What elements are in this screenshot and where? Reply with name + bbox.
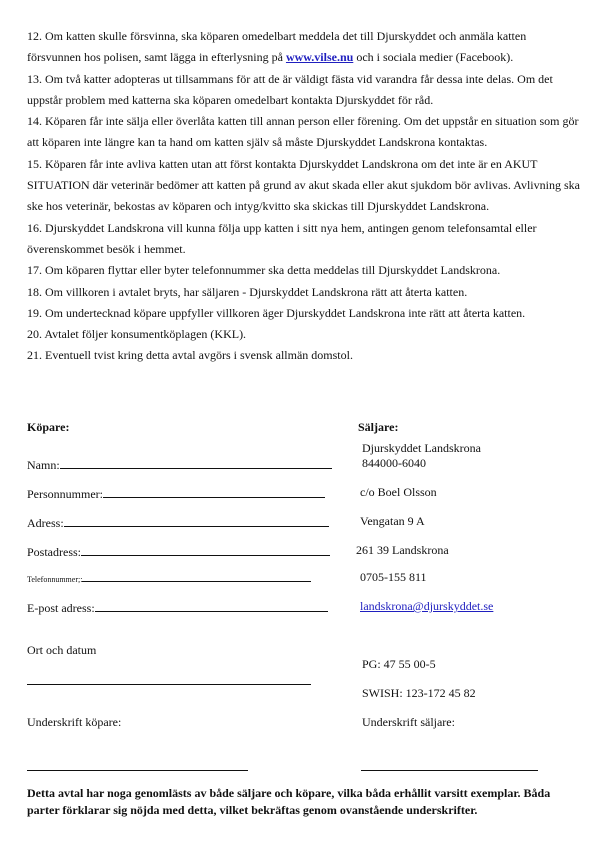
seller-email-link[interactable]: landskrona@djurskyddet.se bbox=[360, 599, 494, 613]
clause-16: 16. Djurskyddet Landskrona vill kunna följa upp katten i sitt nya hem, antingen genom telefonsamtal eller överenskommet besök i hemmet. bbox=[27, 220, 537, 256]
terms-list bbox=[27, 26, 582, 367]
buyer-address-row bbox=[27, 514, 329, 531]
clause-17: 17. Om köparen flyttar eller byter telefonnummer ska detta meddelas till Djurskyddet Landskrona. bbox=[27, 263, 501, 278]
postaddress-label: Postadress: bbox=[27, 545, 81, 559]
personnummer-field[interactable] bbox=[103, 485, 325, 498]
clause-12-text-end: och i sociala medier (Facebook). bbox=[353, 50, 514, 65]
clause-12 bbox=[27, 26, 582, 69]
buyer-phone-row bbox=[27, 573, 311, 584]
seller-org-number: 844000-6040 bbox=[362, 456, 426, 470]
email-field[interactable] bbox=[95, 599, 328, 612]
seller-street: Vengatan 9 A bbox=[360, 514, 425, 528]
buyer-email-row bbox=[27, 599, 328, 616]
seller-contact: c/o Boel Olsson bbox=[360, 485, 437, 499]
buyer-name-row bbox=[27, 456, 332, 473]
clause-18: 18. Om villkoren i avtalet bryts, har säljaren - Djurskyddet Landskrona rätt att återta katten. bbox=[27, 284, 468, 299]
seller-signature-label: Underskrift säljare: bbox=[362, 715, 455, 729]
vilse-link[interactable]: www.vilse.nu bbox=[285, 50, 354, 65]
clause-13: 13. Om två katter adopteras ut tillsammans för att de är väldigt fästa vid varandra får dessa inte delas. Om det uppstår problem med katterna ska köparen omedelbart kontakta Djurskyddet för råd. bbox=[27, 71, 553, 107]
address-field[interactable] bbox=[64, 514, 329, 527]
buyer-postaddress-row bbox=[27, 543, 330, 560]
phone-field[interactable] bbox=[82, 573, 311, 582]
clause-20: 20. Avtalet följer konsumentköplagen (KKL). bbox=[27, 327, 247, 342]
seller-heading: Säljare: bbox=[358, 420, 399, 434]
address-label: Adress: bbox=[27, 516, 64, 530]
personnummer-label: Personnummer: bbox=[27, 487, 103, 501]
clause-14: 14. Köparen får inte sälja eller överlåta katten till annan person eller förening. Om det uppstår en situation som gör att köparen inte längre kan ta hand om katten själv så måste Djurskyddet Landskrona kontaktas. bbox=[27, 114, 579, 150]
seller-org-name: Djurskyddet Landskrona bbox=[362, 441, 481, 455]
clause-19: 19. Om undertecknad köpare uppfyller villkoren äger Djurskyddet Landskrona inte rätt att återta katten. bbox=[27, 305, 526, 320]
place-date-line[interactable] bbox=[27, 684, 311, 685]
seller-swish: SWISH: 123-172 45 82 bbox=[362, 686, 476, 700]
seller-signature-line[interactable] bbox=[361, 770, 538, 771]
phone-label: Telefonnummer;: bbox=[27, 575, 83, 584]
buyer-heading: Köpare: bbox=[27, 420, 70, 434]
agreement-footer: Detta avtal har noga genomlästs av både säljare och köpare, vilka båda erhållit varsitt exemplar. Båda parter förklarar sig nöjda med detta, vilket bekräftas genom ovanstående underskrifter. bbox=[27, 786, 551, 817]
seller-pg: PG: 47 55 00-5 bbox=[362, 657, 436, 671]
name-field[interactable] bbox=[60, 456, 332, 469]
clause-15: 15. Köparen får inte avliva katten utan att först kontakta Djurskyddet Landskrona om det inte är en AKUT SITUATION där veterinär bedömer att katten på grund av akut skada eller akut sjukdom bör avlivas. Avlivning ska ske hos veterinär, bekostas av köparen och intyg/kvitto ska skickas till Djurskyddet Landskrona. bbox=[27, 156, 580, 214]
seller-postal: 261 39 Landskrona bbox=[356, 543, 449, 557]
clause-21: 21. Eventuell tvist kring detta avtal avgörs i svensk allmän domstol. bbox=[27, 348, 353, 363]
clause-12-text: 12. Om katten skulle försvinna, ska köparen omedelbart meddela det till Djurskyddet och anmäla katten försvunnen hos polisen, samt lägga in efterlysning på bbox=[27, 29, 527, 65]
place-date-label: Ort och datum bbox=[27, 643, 97, 657]
seller-phone: 0705-155 811 bbox=[360, 570, 427, 584]
postaddress-field[interactable] bbox=[81, 543, 330, 556]
buyer-signature-label: Underskrift köpare: bbox=[27, 715, 122, 729]
buyer-personnummer-row bbox=[27, 485, 325, 502]
buyer-signature-line[interactable] bbox=[27, 770, 248, 771]
name-label: Namn: bbox=[27, 458, 60, 472]
email-label: E-post adress: bbox=[27, 601, 95, 615]
